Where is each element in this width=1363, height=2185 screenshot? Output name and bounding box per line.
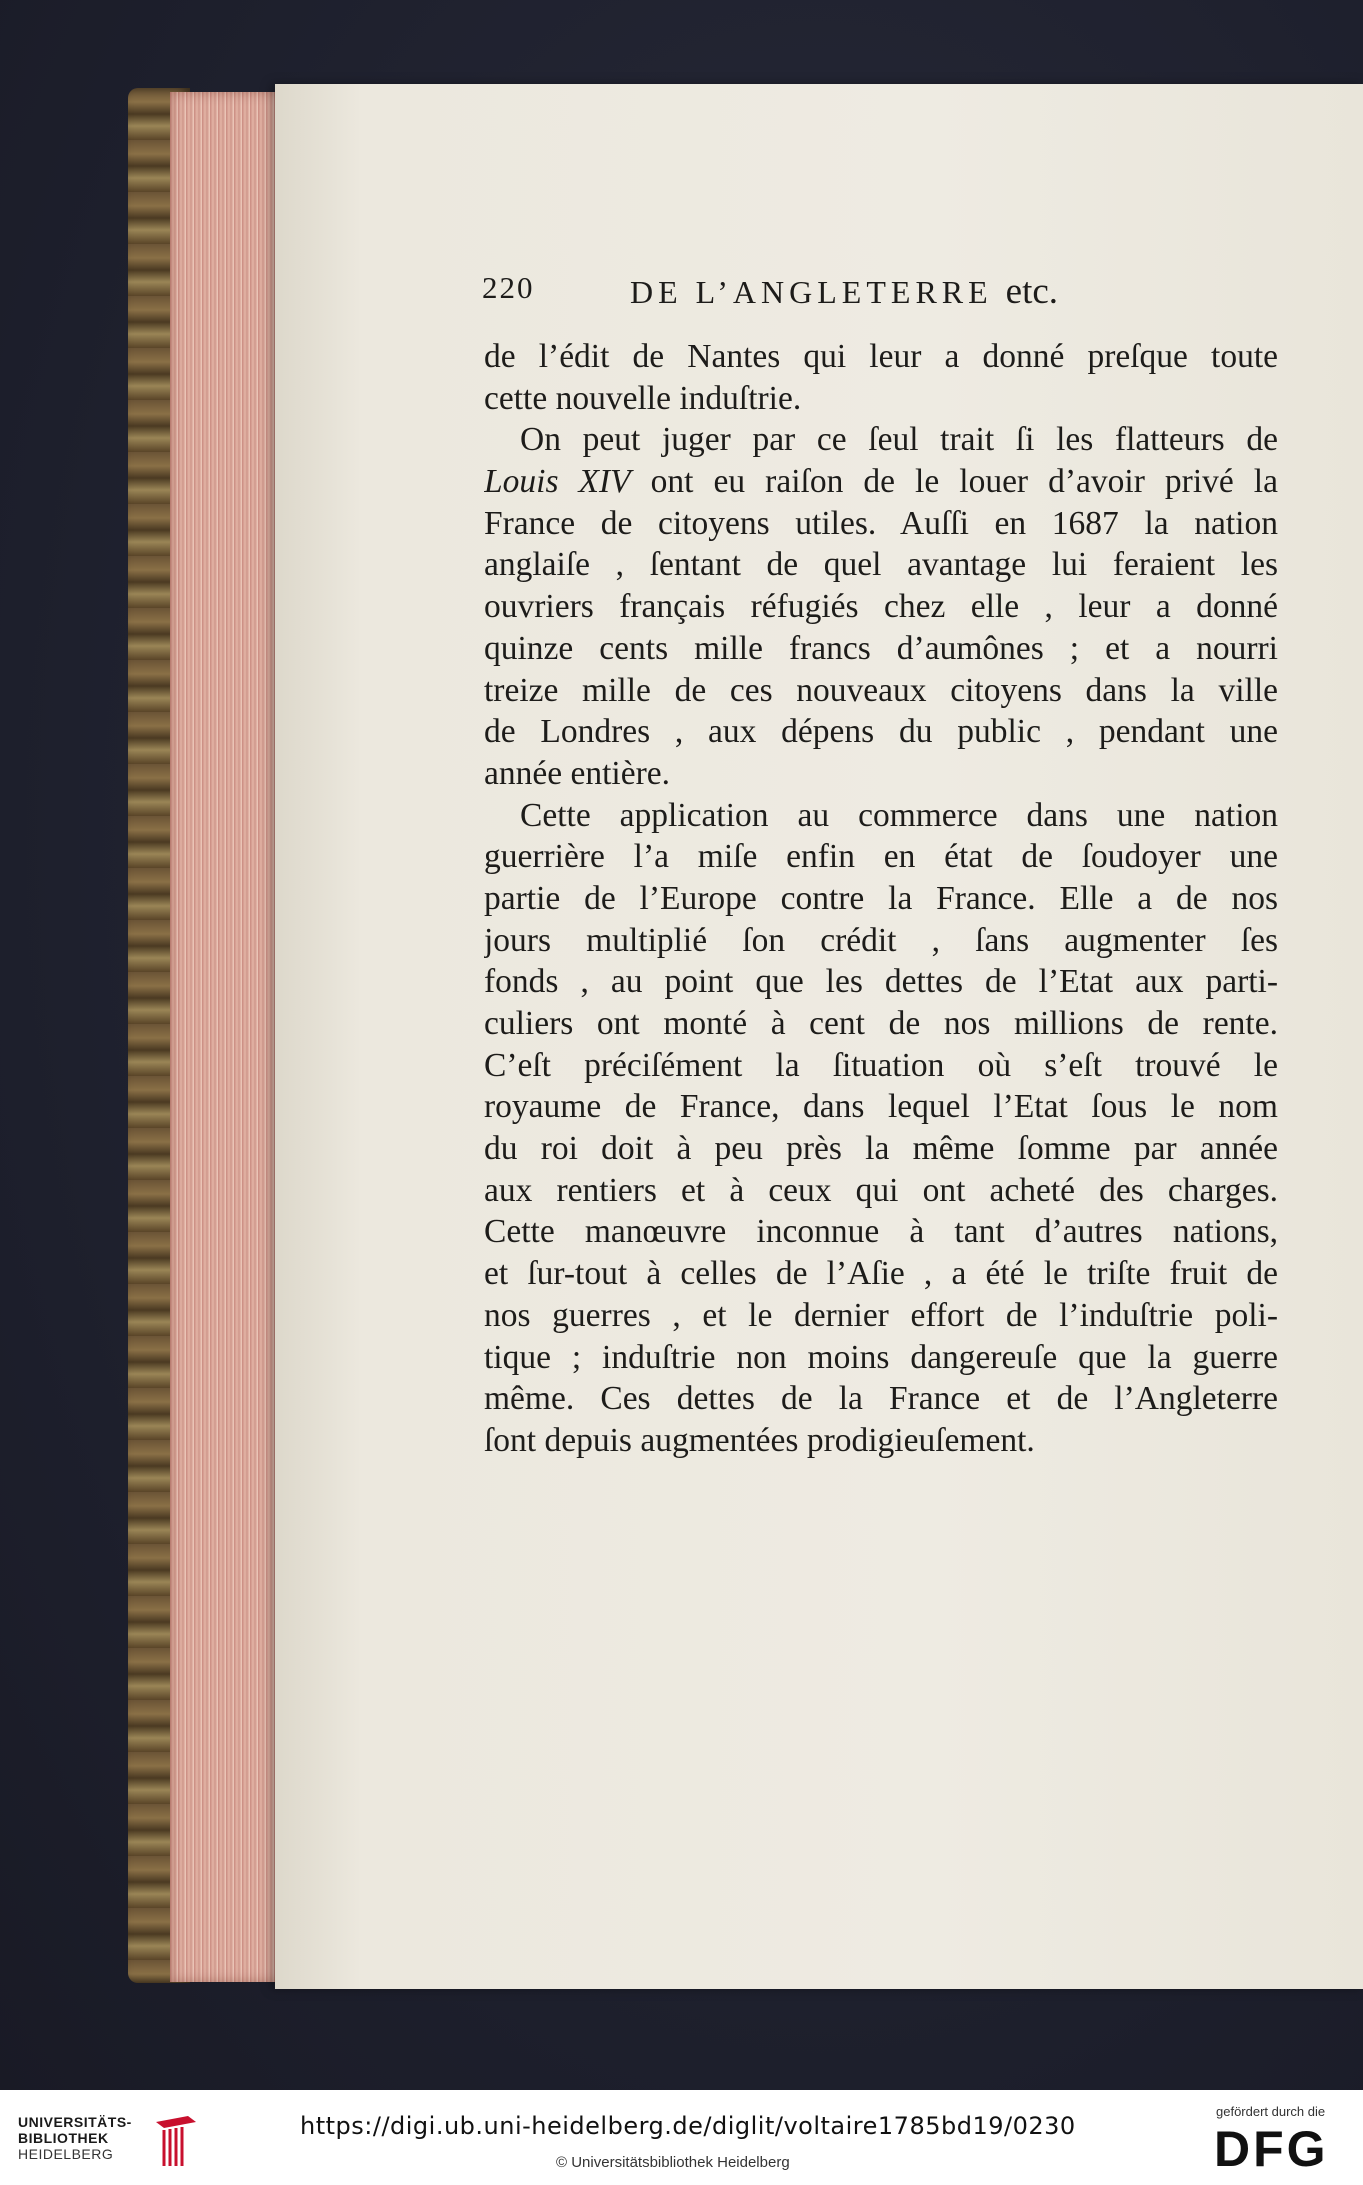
text-line: du roi doit à peu près la même ſomme par année bbox=[484, 1130, 1278, 1168]
text-line: Louis XIV ont eu raiſon de le louer d’avoir privé la bbox=[484, 463, 1278, 501]
text-line: culiers ont monté à cent de nos millions de rente. bbox=[484, 1005, 1278, 1042]
text-line: aux rentiers et à ceux qui ont acheté des charges. bbox=[484, 1171, 1278, 1209]
page-edges bbox=[170, 92, 290, 1982]
running-title: DE L’ANGLETERRE etc. bbox=[630, 271, 1059, 312]
text-line: cette nouvelle induſtrie. bbox=[484, 379, 802, 417]
text-line: de l’édit de Nantes qui leur a donné preſque toute bbox=[484, 338, 1278, 375]
permalink-url[interactable]: https://digi.ub.uni-heidelberg.de/diglit/voltaire1785bd19/0230 bbox=[300, 2112, 1076, 2140]
library-mark-icon bbox=[148, 2112, 208, 2172]
text-line: anglaiſe , ſentant de quel avantage lui feraient les bbox=[484, 546, 1278, 584]
text-line: année entière. bbox=[484, 754, 670, 792]
text-line: même. Ces dettes de la France et de l’Angleterre bbox=[484, 1380, 1278, 1418]
page-header bbox=[482, 264, 1122, 314]
text-line: royaume de France, dans lequel l’Etat ſous le nom bbox=[484, 1088, 1278, 1126]
text-line: France de citoyens utiles. Auſſi en 1687 la nation bbox=[484, 504, 1278, 542]
text-line: quinze cents mille francs d’aumônes ; et a nourri bbox=[484, 629, 1278, 667]
text-line: treize mille de ces nouveaux citoyens dans la ville bbox=[484, 671, 1278, 709]
text-line: guerrière l’a miſe enfin en état de ſoudoyer une bbox=[484, 838, 1278, 876]
page-number: 220 bbox=[482, 270, 535, 305]
text-line: ouvriers français réfugiés chez elle , leur a donné bbox=[484, 588, 1278, 626]
viewer-footer bbox=[0, 2090, 1363, 2185]
text-line: nos guerres , et le dernier effort de l’induſtrie poli- bbox=[484, 1296, 1278, 1334]
text-line: On peut juger par ce ſeul trait ſi les flatteurs de bbox=[520, 421, 1278, 459]
text-line: et ſur-tout à celles de l’Aſie , a été le triſte fruit de bbox=[484, 1255, 1278, 1293]
dfg-logo[interactable]: DFG bbox=[1214, 2121, 1329, 2177]
text-line: Cette application au commerce dans une nation bbox=[520, 796, 1278, 834]
text-line: jours multiplié ſon crédit , ſans augmenter ſes bbox=[484, 921, 1278, 959]
text-line: ſont depuis augmentées prodigieuſement. bbox=[484, 1421, 1035, 1459]
text-line: fonds , au point que les dettes de l’Etat aux parti- bbox=[484, 963, 1278, 1001]
text-line: de Londres , aux dépens du public , pendant une bbox=[484, 713, 1278, 751]
text-line: tique ; induſtrie non moins dangereuſe que la guerre bbox=[484, 1338, 1278, 1376]
library-logo[interactable]: UNIVERSITÄTS- BIBLIOTHEK HEIDELBERG bbox=[18, 2112, 188, 2172]
text-line: Cette manœuvre inconnue à tant d’autres nations, bbox=[484, 1213, 1278, 1251]
body-text bbox=[484, 336, 1278, 1462]
copyright-text: © Universitätsbibliothek Heidelberg bbox=[556, 2154, 790, 2171]
italic-name: Louis XIV bbox=[484, 463, 631, 501]
funder-label: gefördert durch die bbox=[1216, 2104, 1326, 2119]
running-title-etc: etc. bbox=[1005, 271, 1059, 312]
text-line: partie de l’Europe contre la France. Elle a de nos bbox=[484, 879, 1278, 917]
text-line: C’eſt préciſément la ſituation où s’eſt trouvé le bbox=[484, 1046, 1278, 1084]
